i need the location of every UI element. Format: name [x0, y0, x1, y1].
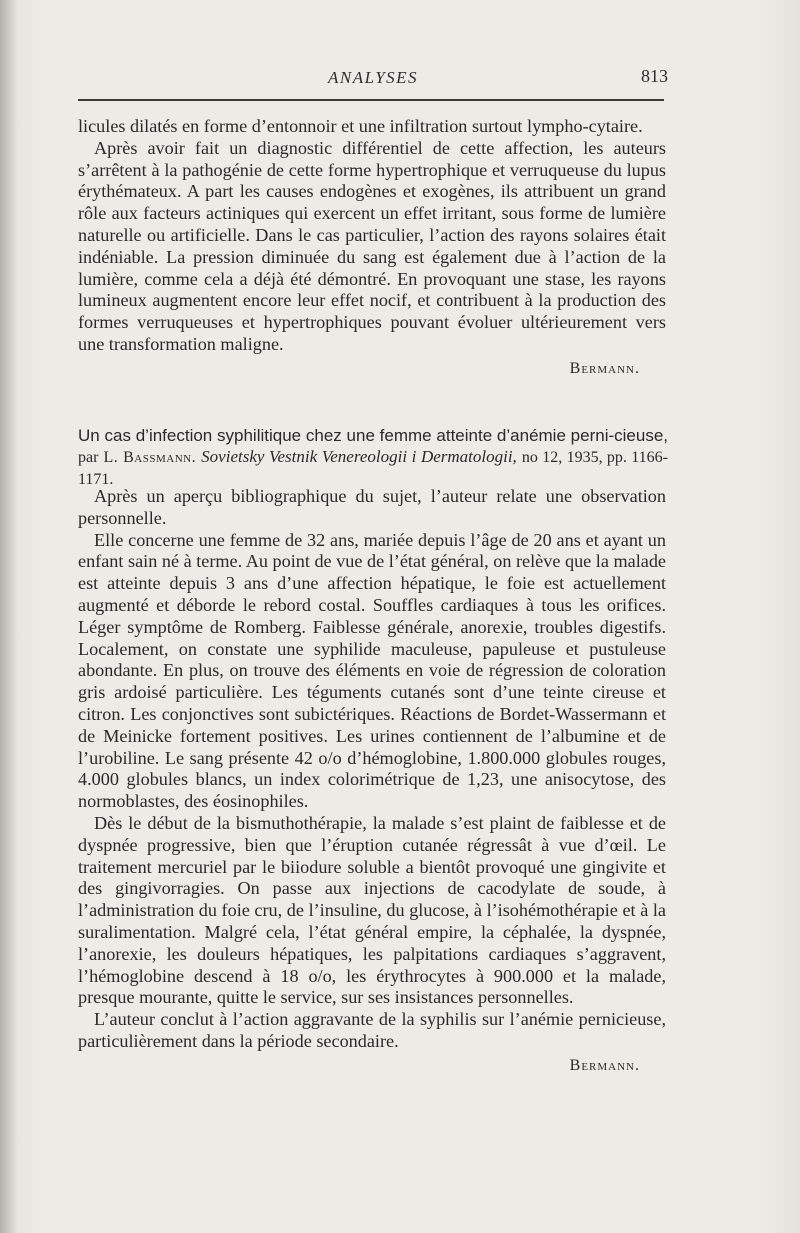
- paragraph: licules dilatés en forme d’entonnoir et une infiltration surtout lympho-cytaire.: [78, 116, 643, 136]
- by-word: par: [78, 449, 99, 466]
- paragraph: Elle concerne une femme de 32 ans, mariée depuis l’âge de 20 ans et ayant un enfant sain né à terme. Au point de vue de l’état général, on relève que la malade est atteinte depuis 3 ans d’une affection hépatique, le foie est actuellement augmenté et déborde le rebord costal. Souffles cardiaques à tous les orifices. Léger symptôme de Romberg. Faiblesse générale, anorexie, troubles digestifs. Localement, on constate une syphilide maculeuse, papuleuse et pustuleuse abondante. En plus, on trouve des éléments en voie de régression de coloration gris ardoisé particulière. Les téguments cutanés sont d’une teinte cireuse et citron. Les conjonctives sont subictériques. Réactions de Bordet-Wassermann et de Meinicke fortement positives. Les urines contiennent de l’albumine et de l’urobiline. Le sang présente 42 o/o d’hémoglobine, 1.800.000 globules rouges, 4.000 globules blancs, un index colorimétrique de 1,23, une anisocytose, des normoblastes, des éosinophiles.: [78, 529, 666, 812]
- paragraph: L’auteur conclut à l’action aggravante de la syphilis sur l’anémie pernicieuse, particulièrement dans la période secondaire.: [78, 1009, 666, 1051]
- binding-shadow: [0, 0, 18, 1233]
- paragraph: Après avoir fait un diagnostic différentiel de cette affection, les auteurs s’arrêtent à la pathogénie de cette forme hypertrophique et verruqueuse du lupus érythémateux. A part les causes endogènes et exogènes, ils attribuent un grand rôle aux facteurs actiniques qui exercent un effet irritant, sous forme de lumière naturelle ou artificielle. Dans le cas particulier, l’action des rayons solaires était indéniable. La pression diminuée du sang est également due à l’action de la lumière, comme cela a déjà été démontré. En provoquant une stase, les rayons lumineux augmentent encore leur effet nocif, et contribuent à la production des formes verruqueuses et hypertrophiques pouvant évoluer ultérieurement vers une transformation maligne.: [78, 137, 666, 354]
- previous-article-body: [78, 116, 666, 380]
- header-rule: [78, 99, 664, 101]
- article-title: Un cas d’infection syphilitique chez une femme atteinte d’anémie perni-cieuse,: [78, 426, 668, 445]
- article-heading: [78, 425, 668, 490]
- paragraph: Dès le début de la bismuthothérapie, la malade s’est plaint de faiblesse et de dyspnée progressive, bien que l’éruption cutanée régressât à vue d’œil. Le traitement mercuriel par le biiodure soluble a bientôt provoqué une gingivite et des gingivorragies. On passe aux injections de cacodylate de soude, à l’administration du foie cru, de l’insuline, du glucose, à l’isohémothérapie et à la suralimentation. Malgré cela, l’état général empire, la céphalée, la dyspnée, l’anorexie, les douleurs hépatiques, les palpitations cardiaques s’aggravent, l’hémoglobine descend à 18 o/o, les érythrocytes à 900.000 et la malade, presque mourante, quitte le service, sur ses insistances personnelles.: [78, 812, 666, 1008]
- journal-name: Sovietsky Vestnik Venereologii i Dermatologii,: [201, 447, 517, 466]
- signature: Bermann.: [569, 359, 640, 377]
- paragraph: Après un aperçu bibliographique du sujet, l’auteur relate une observation personnelle.: [78, 486, 666, 528]
- page-number: 813: [641, 66, 668, 86]
- article-body: [78, 486, 666, 1077]
- journal-reference: no 12, 1935, pp. 1166-1171.: [78, 449, 668, 488]
- article-author: L. Bassmann.: [103, 449, 197, 466]
- signature: Bermann.: [569, 1056, 640, 1074]
- page-header: [78, 62, 668, 92]
- running-head: ANALYSES: [327, 68, 419, 87]
- article-title-block: [78, 425, 668, 490]
